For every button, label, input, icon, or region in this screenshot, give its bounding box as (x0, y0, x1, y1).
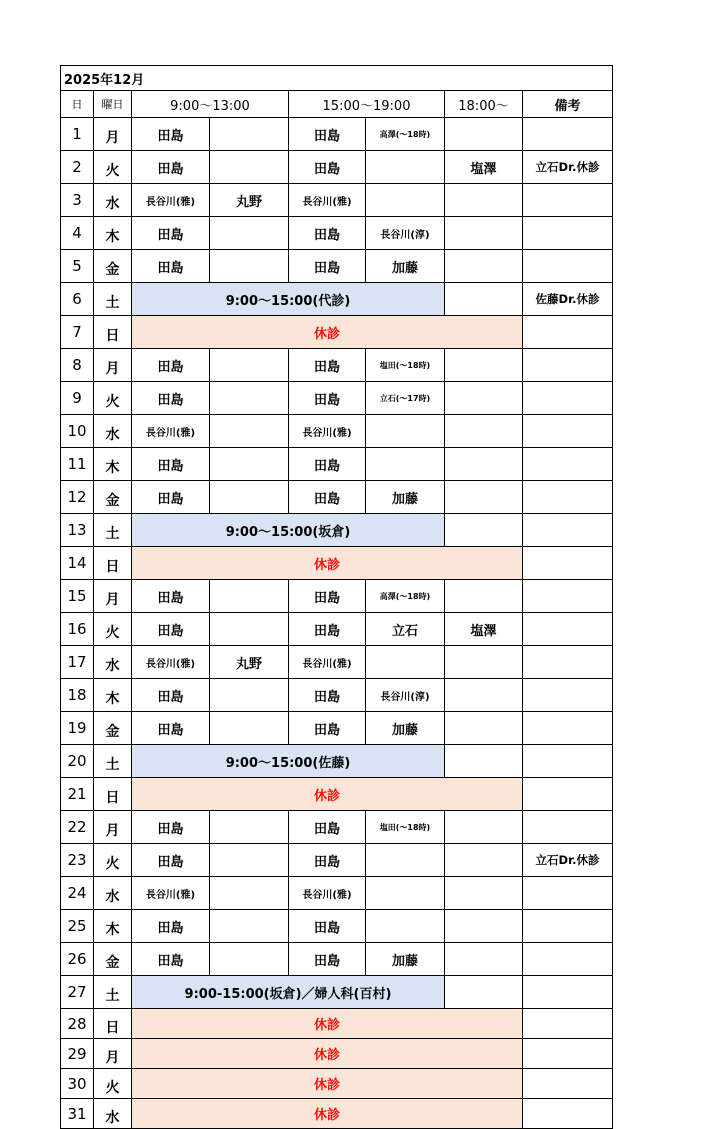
pm-doctor-2 (366, 184, 445, 217)
remarks (523, 349, 613, 382)
pm-doctor-2: 高澤(～18時) (366, 580, 445, 613)
am-doctor-2 (210, 382, 289, 415)
day-row (61, 481, 613, 514)
header-weekday: 曜日 (94, 91, 132, 118)
day-row (61, 316, 613, 349)
remarks (523, 1039, 613, 1069)
remarks (523, 1069, 613, 1099)
am-doctor-2 (210, 217, 289, 250)
weekday: 月 (94, 1039, 132, 1069)
day-number: 5 (61, 250, 94, 283)
day-number: 2 (61, 151, 94, 184)
weekday: 水 (94, 184, 132, 217)
weekday: 水 (94, 415, 132, 448)
pm-doctor-1: 田島 (289, 910, 366, 943)
day-number: 29 (61, 1039, 94, 1069)
pm-doctor-2 (366, 448, 445, 481)
pm-doctor-2 (366, 910, 445, 943)
pm-doctor-1: 田島 (289, 349, 366, 382)
am-doctor-2 (210, 712, 289, 745)
evening-doctor (445, 943, 523, 976)
day-number: 24 (61, 877, 94, 910)
am-doctor-1: 田島 (132, 844, 210, 877)
am-doctor-1: 田島 (132, 712, 210, 745)
remarks (523, 877, 613, 910)
day-row (61, 250, 613, 283)
day-row (61, 184, 613, 217)
day-number: 25 (61, 910, 94, 943)
am-doctor-1: 田島 (132, 481, 210, 514)
weekday: 土 (94, 514, 132, 547)
am-doctor-2 (210, 118, 289, 151)
pm-doctor-1: 長谷川(雅) (289, 415, 366, 448)
am-doctor-1: 田島 (132, 118, 210, 151)
day-number: 12 (61, 481, 94, 514)
weekday: 水 (94, 877, 132, 910)
am-doctor-1: 長谷川(雅) (132, 415, 210, 448)
pm-doctor-1: 田島 (289, 448, 366, 481)
weekday: 月 (94, 349, 132, 382)
evening-doctor (445, 184, 523, 217)
day-row (61, 712, 613, 745)
day-number: 4 (61, 217, 94, 250)
remarks (523, 811, 613, 844)
am-doctor-2 (210, 910, 289, 943)
evening-doctor (445, 481, 523, 514)
remarks (523, 514, 613, 547)
weekday: 金 (94, 250, 132, 283)
am-doctor-1: 長谷川(雅) (132, 184, 210, 217)
evening-doctor (445, 415, 523, 448)
header-day: 日 (61, 91, 94, 118)
am-doctor-2 (210, 943, 289, 976)
pm-doctor-1: 田島 (289, 679, 366, 712)
am-doctor-1: 田島 (132, 910, 210, 943)
remarks (523, 712, 613, 745)
pm-doctor-1: 田島 (289, 844, 366, 877)
remarks (523, 745, 613, 778)
day-row (61, 844, 613, 877)
remarks (523, 646, 613, 679)
evening-doctor (445, 349, 523, 382)
remarks (523, 184, 613, 217)
pm-doctor-2: 加藤 (366, 712, 445, 745)
closed-label: 休診 (132, 547, 523, 580)
am-doctor-1: 田島 (132, 448, 210, 481)
closed-label: 休診 (132, 778, 523, 811)
day-row (61, 910, 613, 943)
evening-doctor (445, 217, 523, 250)
am-doctor-2 (210, 613, 289, 646)
pm-doctor-2: 加藤 (366, 943, 445, 976)
am-doctor-2 (210, 844, 289, 877)
day-row (61, 580, 613, 613)
evening-doctor (445, 646, 523, 679)
pm-doctor-2: 加藤 (366, 481, 445, 514)
am-doctor-2 (210, 250, 289, 283)
pm-doctor-2: 高澤(～18時) (366, 118, 445, 151)
schedule-table (60, 65, 613, 1129)
remarks: 立石Dr.休診 (523, 151, 613, 184)
day-row (61, 349, 613, 382)
remarks (523, 448, 613, 481)
weekday: 土 (94, 745, 132, 778)
evening-doctor (445, 580, 523, 613)
weekday: 火 (94, 151, 132, 184)
day-number: 20 (61, 745, 94, 778)
weekday: 月 (94, 811, 132, 844)
remarks (523, 118, 613, 151)
saturday-hours: 9:00-15:00(坂倉)／婦人科(百村) (132, 976, 445, 1009)
evening-doctor (445, 679, 523, 712)
header-afternoon: 15:00～19:00 (289, 91, 445, 118)
title-row (61, 66, 613, 91)
weekday: 水 (94, 1099, 132, 1129)
evening-doctor (445, 844, 523, 877)
day-row (61, 382, 613, 415)
day-number: 30 (61, 1069, 94, 1099)
day-number: 15 (61, 580, 94, 613)
remarks (523, 580, 613, 613)
saturday-hours: 9:00～15:00(佐藤) (132, 745, 445, 778)
weekday: 木 (94, 448, 132, 481)
weekday: 木 (94, 217, 132, 250)
am-doctor-1: 田島 (132, 250, 210, 283)
day-number: 11 (61, 448, 94, 481)
remarks (523, 679, 613, 712)
am-doctor-1: 田島 (132, 580, 210, 613)
pm-doctor-1: 田島 (289, 613, 366, 646)
saturday-hours: 9:00～15:00(坂倉) (132, 514, 445, 547)
weekday: 月 (94, 118, 132, 151)
header-evening: 18:00～ (445, 91, 523, 118)
remarks (523, 217, 613, 250)
evening-doctor (445, 382, 523, 415)
pm-doctor-1: 田島 (289, 580, 366, 613)
day-row (61, 151, 613, 184)
am-doctor-1: 長谷川(雅) (132, 877, 210, 910)
pm-doctor-2 (366, 415, 445, 448)
weekday: 火 (94, 1069, 132, 1099)
weekday: 土 (94, 283, 132, 316)
schedule-body (61, 66, 613, 1129)
am-doctor-2 (210, 877, 289, 910)
weekday: 火 (94, 613, 132, 646)
day-number: 27 (61, 976, 94, 1009)
day-row (61, 448, 613, 481)
am-doctor-1: 田島 (132, 943, 210, 976)
saturday-hours: 9:00～15:00(代診) (132, 283, 445, 316)
am-doctor-1: 田島 (132, 349, 210, 382)
pm-doctor-1: 田島 (289, 481, 366, 514)
day-number: 19 (61, 712, 94, 745)
day-row (61, 613, 613, 646)
weekday: 金 (94, 712, 132, 745)
evening-doctor (445, 811, 523, 844)
remarks (523, 1099, 613, 1129)
am-doctor-2 (210, 811, 289, 844)
day-row (61, 811, 613, 844)
day-row (61, 778, 613, 811)
pm-doctor-1: 田島 (289, 250, 366, 283)
day-number: 7 (61, 316, 94, 349)
day-row (61, 118, 613, 151)
day-number: 17 (61, 646, 94, 679)
am-doctor-1: 田島 (132, 613, 210, 646)
day-row (61, 877, 613, 910)
day-number: 8 (61, 349, 94, 382)
am-doctor-2 (210, 415, 289, 448)
pm-doctor-2: 長谷川(淳) (366, 679, 445, 712)
remarks: 佐藤Dr.休診 (523, 283, 613, 316)
day-row (61, 646, 613, 679)
remarks (523, 316, 613, 349)
evening-doctor (445, 910, 523, 943)
day-row (61, 1039, 613, 1069)
day-number: 13 (61, 514, 94, 547)
day-number: 3 (61, 184, 94, 217)
header-remarks: 備考 (523, 91, 613, 118)
pm-doctor-1: 長谷川(雅) (289, 184, 366, 217)
day-row (61, 976, 613, 1009)
weekday: 金 (94, 481, 132, 514)
pm-doctor-2: 立石 (366, 613, 445, 646)
am-doctor-1: 田島 (132, 679, 210, 712)
weekday: 日 (94, 316, 132, 349)
day-row (61, 943, 613, 976)
header-row (61, 91, 613, 118)
weekday: 木 (94, 910, 132, 943)
pm-doctor-2 (366, 646, 445, 679)
am-doctor-2 (210, 679, 289, 712)
day-number: 28 (61, 1009, 94, 1039)
pm-doctor-1: 田島 (289, 811, 366, 844)
weekday: 日 (94, 1009, 132, 1039)
day-number: 22 (61, 811, 94, 844)
pm-doctor-1: 田島 (289, 943, 366, 976)
day-row (61, 547, 613, 580)
pm-doctor-1: 田島 (289, 151, 366, 184)
am-doctor-2 (210, 349, 289, 382)
day-row (61, 1099, 613, 1129)
evening-doctor (445, 250, 523, 283)
pm-doctor-2: 塩田(～18時) (366, 811, 445, 844)
day-row (61, 415, 613, 448)
am-doctor-1: 田島 (132, 151, 210, 184)
day-number: 6 (61, 283, 94, 316)
am-doctor-2 (210, 151, 289, 184)
am-doctor-2: 丸野 (210, 646, 289, 679)
remarks (523, 778, 613, 811)
weekday: 木 (94, 679, 132, 712)
remarks (523, 613, 613, 646)
am-doctor-1: 長谷川(雅) (132, 646, 210, 679)
closed-label: 休診 (132, 1099, 523, 1129)
closed-label: 休診 (132, 1069, 523, 1099)
pm-doctor-1: 長谷川(雅) (289, 877, 366, 910)
pm-doctor-2: 長谷川(淳) (366, 217, 445, 250)
day-number: 9 (61, 382, 94, 415)
evening-doctor (445, 712, 523, 745)
day-number: 21 (61, 778, 94, 811)
am-doctor-2: 丸野 (210, 184, 289, 217)
evening-doctor (445, 976, 523, 1009)
pm-doctor-1: 田島 (289, 382, 366, 415)
closed-label: 休診 (132, 316, 523, 349)
pm-doctor-2: 塩田(～18時) (366, 349, 445, 382)
remarks (523, 943, 613, 976)
pm-doctor-2: 立石(～17時) (366, 382, 445, 415)
evening-doctor (445, 448, 523, 481)
day-row (61, 679, 613, 712)
day-number: 18 (61, 679, 94, 712)
weekday: 金 (94, 943, 132, 976)
day-number: 26 (61, 943, 94, 976)
evening-doctor (445, 118, 523, 151)
am-doctor-2 (210, 580, 289, 613)
day-row (61, 514, 613, 547)
remarks (523, 415, 613, 448)
day-number: 10 (61, 415, 94, 448)
weekday: 日 (94, 547, 132, 580)
remarks (523, 382, 613, 415)
evening-doctor: 塩澤 (445, 613, 523, 646)
day-number: 1 (61, 118, 94, 151)
day-number: 23 (61, 844, 94, 877)
am-doctor-1: 田島 (132, 382, 210, 415)
evening-doctor (445, 745, 523, 778)
day-row (61, 217, 613, 250)
evening-doctor (445, 283, 523, 316)
pm-doctor-2 (366, 844, 445, 877)
am-doctor-1: 田島 (132, 811, 210, 844)
remarks: 立石Dr.休診 (523, 844, 613, 877)
pm-doctor-1: 田島 (289, 217, 366, 250)
day-row (61, 1069, 613, 1099)
weekday: 日 (94, 778, 132, 811)
closed-label: 休診 (132, 1009, 523, 1039)
pm-doctor-1: 田島 (289, 118, 366, 151)
pm-doctor-1: 長谷川(雅) (289, 646, 366, 679)
weekday: 土 (94, 976, 132, 1009)
month-title: 2025年12月 (61, 66, 613, 91)
weekday: 水 (94, 646, 132, 679)
remarks (523, 250, 613, 283)
evening-doctor (445, 514, 523, 547)
header-morning: 9:00～13:00 (132, 91, 289, 118)
remarks (523, 910, 613, 943)
pm-doctor-2 (366, 877, 445, 910)
remarks (523, 481, 613, 514)
day-number: 16 (61, 613, 94, 646)
pm-doctor-1: 田島 (289, 712, 366, 745)
day-row (61, 283, 613, 316)
pm-doctor-2: 加藤 (366, 250, 445, 283)
evening-doctor: 塩澤 (445, 151, 523, 184)
day-number: 14 (61, 547, 94, 580)
weekday: 火 (94, 382, 132, 415)
weekday: 火 (94, 844, 132, 877)
am-doctor-2 (210, 448, 289, 481)
am-doctor-1: 田島 (132, 217, 210, 250)
am-doctor-2 (210, 481, 289, 514)
evening-doctor (445, 877, 523, 910)
pm-doctor-2 (366, 151, 445, 184)
day-number: 31 (61, 1099, 94, 1129)
weekday: 月 (94, 580, 132, 613)
remarks (523, 976, 613, 1009)
day-row (61, 745, 613, 778)
remarks (523, 547, 613, 580)
closed-label: 休診 (132, 1039, 523, 1069)
